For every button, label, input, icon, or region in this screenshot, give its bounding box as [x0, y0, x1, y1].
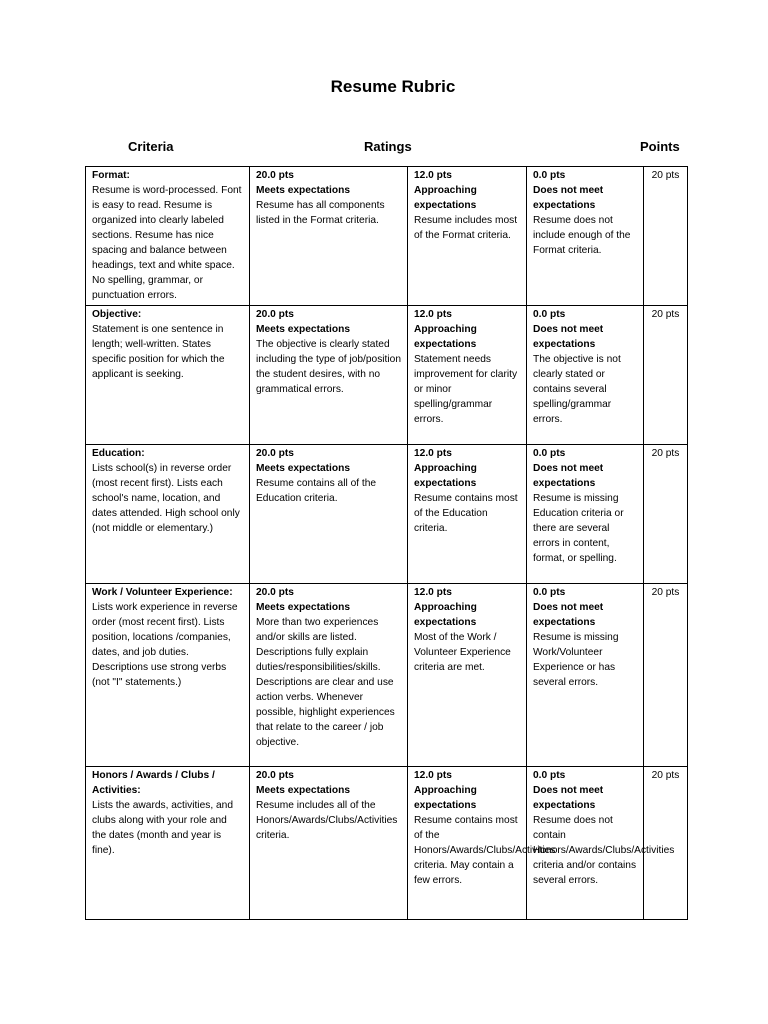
- rating-description: Resume includes most of the Format criteria.: [414, 215, 518, 241]
- rating-points: 12.0 pts: [414, 170, 452, 181]
- rating-level: Meets expectations: [256, 785, 350, 796]
- rating-level: Does not meet expectations: [533, 785, 604, 811]
- rating-description: Resume contains most of the Honors/Awards/Clubs/Activities criteria. May contain a few errors.: [414, 815, 556, 886]
- rating-level: Does not meet expectations: [533, 602, 604, 628]
- rating-cell-meets: [250, 584, 408, 767]
- page-title: Resume Rubric: [330, 77, 456, 96]
- rating-description: Resume includes all of the Honors/Awards/Clubs/Activities criteria.: [256, 800, 398, 841]
- rating-cell-approaching: [408, 167, 527, 306]
- rating-cell-approaching: [408, 445, 527, 584]
- rating-points: 0.0 pts: [533, 587, 566, 598]
- rating-points: 12.0 pts: [414, 770, 452, 781]
- column-header-criteria: Criteria: [128, 139, 174, 154]
- rating-points: 12.0 pts: [414, 448, 452, 459]
- rating-cell-does-not-meet: [527, 584, 644, 767]
- rating-points: 20.0 pts: [256, 170, 294, 181]
- criterion-title: Format:: [92, 170, 130, 181]
- rating-cell-does-not-meet: [527, 167, 644, 306]
- rubric-table: [85, 166, 688, 920]
- rating-cell-meets: [250, 767, 408, 920]
- rating-cell-meets: [250, 167, 408, 306]
- points-cell: 20 pts: [644, 584, 688, 767]
- rubric-row-format: [86, 167, 688, 306]
- rating-cell-meets: [250, 445, 408, 584]
- column-header-points: Points: [640, 139, 680, 154]
- rating-points: 12.0 pts: [414, 587, 452, 598]
- criterion-description: Lists the awards, activities, and clubs along with your role and the dates (month and year is fine).: [92, 800, 233, 856]
- criterion-title: Objective:: [92, 309, 142, 320]
- points-cell: 20 pts: [644, 167, 688, 306]
- rating-level: Approaching expectations: [414, 463, 477, 489]
- rating-description: Resume does not contain Honors/Awards/Clubs/Activities criteria and/or contains several errors.: [533, 815, 675, 886]
- rating-level: Meets expectations: [256, 324, 350, 335]
- criterion-description: Lists school(s) in reverse order (most recent first). Lists each school's name, location, and dates attended. High school only (not middle or elementary.): [92, 463, 240, 534]
- criterion-cell: [86, 167, 250, 306]
- rating-description: Resume contains all of the Education criteria.: [256, 478, 377, 504]
- rating-description: More than two experiences and/or skills are listed. Descriptions fully explain duties/responsibilities/skills. Descriptions are clear and use action verbs. Whenever possible, highlight experiences that relate to the career / job objective.: [256, 617, 395, 748]
- points-cell: 20 pts: [644, 306, 688, 445]
- rating-points: 0.0 pts: [533, 448, 566, 459]
- rating-points: 20.0 pts: [256, 770, 294, 781]
- rating-description: The objective is not clearly stated or contains several spelling/grammar errors.: [533, 354, 621, 425]
- rating-points: 0.0 pts: [533, 309, 566, 320]
- rubric-row-honors-awards: [86, 767, 688, 920]
- rating-cell-does-not-meet: [527, 306, 644, 445]
- rating-cell-meets: [250, 306, 408, 445]
- points-cell: 20 pts: [644, 445, 688, 584]
- rating-description: Resume contains most of the Education criteria.: [414, 493, 518, 534]
- rating-level: Does not meet expectations: [533, 324, 604, 350]
- rating-level: Meets expectations: [256, 185, 350, 196]
- rating-level: Approaching expectations: [414, 185, 477, 211]
- criterion-cell: [86, 445, 250, 584]
- rating-points: 20.0 pts: [256, 448, 294, 459]
- rating-level: Does not meet expectations: [533, 463, 604, 489]
- criterion-cell: [86, 584, 250, 767]
- criterion-cell: [86, 767, 250, 920]
- column-header-ratings: Ratings: [364, 139, 412, 154]
- rating-description: Resume has all components listed in the Format criteria.: [256, 200, 385, 226]
- criterion-cell: [86, 306, 250, 445]
- rating-cell-does-not-meet: [527, 445, 644, 584]
- rating-level: Meets expectations: [256, 463, 350, 474]
- rubric-row-objective: [86, 306, 688, 445]
- rating-description: Resume is missing Work/Volunteer Experience or has several errors.: [533, 632, 619, 688]
- rating-description: Resume does not include enough of the Format criteria.: [533, 215, 631, 256]
- criterion-title: Honors / Awards / Clubs / Activities:: [92, 770, 215, 796]
- rating-points: 12.0 pts: [414, 309, 452, 320]
- rating-level: Approaching expectations: [414, 602, 477, 628]
- rubric-row-education: [86, 445, 688, 584]
- rubric-row-work-volunteer: [86, 584, 688, 767]
- rating-description: Statement needs improvement for clarity or minor spelling/grammar errors.: [414, 354, 518, 425]
- rating-points: 20.0 pts: [256, 309, 294, 320]
- criterion-title: Work / Volunteer Experience:: [92, 587, 233, 598]
- rating-description: Most of the Work / Volunteer Experience criteria are met.: [414, 632, 511, 673]
- rating-level: Meets expectations: [256, 602, 350, 613]
- rating-points: 20.0 pts: [256, 587, 294, 598]
- criterion-title: Education:: [92, 448, 145, 459]
- rating-description: Resume is missing Education criteria or there are several errors in content, format, or spelling.: [533, 493, 624, 564]
- criterion-description: Lists work experience in reverse order (most recent first). Lists position, locations /companies, dates, and job duties. Descriptions use strong verbs (not "I" statements.): [92, 602, 238, 688]
- rating-cell-approaching: [408, 306, 527, 445]
- rating-level: Approaching expectations: [414, 785, 477, 811]
- rating-cell-approaching: [408, 584, 527, 767]
- rating-points: 0.0 pts: [533, 170, 566, 181]
- criterion-description: Resume is word-processed. Font is easy to read. Resume is organized into clearly labeled sections. Resume has nice spacing and balance between headings, text and white space. No spelling, grammar, or punctuation errors.: [92, 185, 242, 301]
- criterion-description: Statement is one sentence in length; well-written. States specific position for which the applicant is seeking.: [92, 324, 225, 380]
- points-cell: 20 pts: [644, 767, 688, 920]
- rating-points: 0.0 pts: [533, 770, 566, 781]
- rating-level: Approaching expectations: [414, 324, 477, 350]
- rating-description: The objective is clearly stated including the type of job/position the student desires, with no grammatical errors.: [256, 339, 401, 395]
- rating-level: Does not meet expectations: [533, 185, 604, 211]
